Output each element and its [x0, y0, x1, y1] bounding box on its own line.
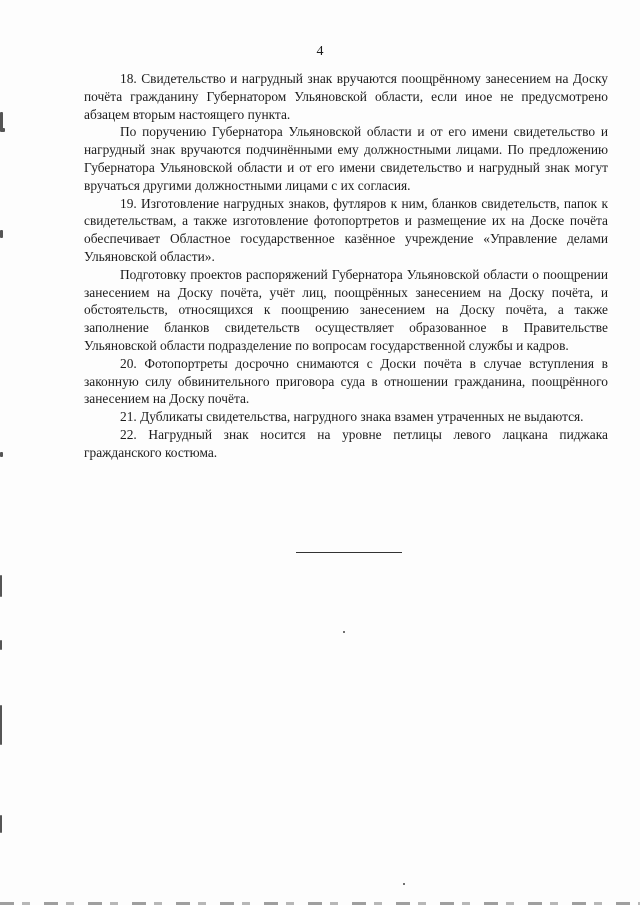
document-body	[84, 70, 608, 462]
scan-edge-mark	[0, 128, 5, 132]
paragraph-18-part-2: По поручению Губернатора Ульяновской области и от его имени свидетельство и нагрудный знак вручаются подчинёнными ему должностными лицами. По предложению Губернатора Ульяновской области и от его имени свидетельство и нагрудный знак могут вручаться другими должностными лицами с их согласия.	[84, 124, 608, 193]
scan-edge-mark	[0, 705, 2, 745]
scan-edge-mark	[0, 575, 2, 597]
paragraph-20: 20. Фотопортреты досрочно снимаются с Доски почёта в случае вступления в законную силу обвинительного приговора суда в отношении гражданина, поощрённого занесением на Доску почёта.	[84, 355, 608, 407]
paragraph-19-part-2: Подготовку проектов распоряжений Губернатора Ульяновской области о поощрении занесением на Доску почёта, учёт лиц, поощрённых занесением на Доску почёта, и обстоятельств, относящихся к поощрению занесением на Доску почёта, а также заполнение бланков свидетельств осуществляет образованное в Правительстве Ульяновской области подразделение по вопросам государственной службы и кадров.	[84, 266, 608, 353]
scan-edge-mark	[0, 230, 3, 238]
page-number: 4	[316, 44, 324, 59]
paragraph-19: 19. Изготовление нагрудных знаков, футляров к ним, бланков свидетельств, папок к свидетельствам, а также изготовление фотопортретов и размещение их на Доске почёта обеспечивает Областное государственное казённое учреждение «Управление делами Ульяновской области».	[84, 195, 608, 264]
scan-edge-mark	[0, 815, 2, 833]
paragraph-21: 21. Дубликаты свидетельства, нагрудного знака взамен утраченных не выдаются.	[120, 409, 584, 425]
paragraph-18: 18. Свидетельство и нагрудный знак вручаются поощрённому занесением на Доску почёта гражданину Губернатором Ульяновской области, если иное не предусмотрено абзацем вторым настоящего пункта.	[84, 71, 608, 122]
scan-speck	[343, 631, 345, 633]
paragraph-22: 22. Нагрудный знак носится на уровне петлицы левого лацкана пиджака гражданского костюма.	[84, 426, 608, 460]
scan-edge-mark	[0, 640, 2, 650]
end-divider-line	[296, 552, 402, 553]
scan-speck	[403, 883, 405, 885]
scan-edge-mark	[0, 452, 3, 457]
